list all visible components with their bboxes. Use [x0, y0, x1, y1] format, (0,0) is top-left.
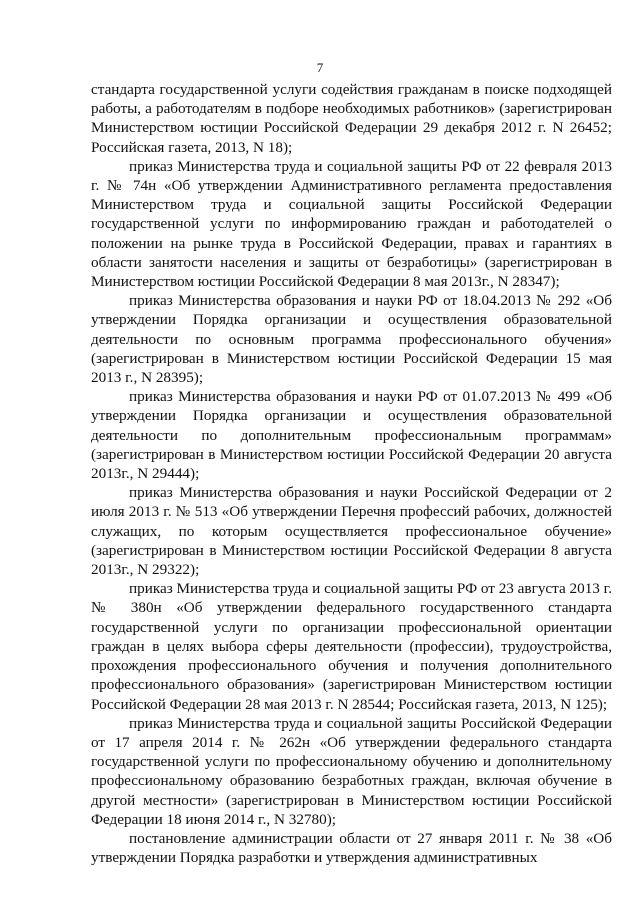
- paragraph-order-292: приказ Министерства образования и науки РФ от 18.04.2013 № 292 «Об утверждении Порядка организации и осуществления образовательной деятельности по основным программа профессионального обучения» (зарегистрирован в Министерством юстиции Российской Федерации 15 мая 2013 г., N 28395);: [91, 292, 612, 387]
- paragraph-order-513: приказ Министерства образования и науки Российской Федерации от 2 июля 2013 г. № 513 «Об утверждении Перечня профессий рабочих, должностей служащих, по которым осуществляется профессиональное обучение» (зарегистрирован в Министерством юстиции Российской Федерации 8 августа 2013г., N 29322);: [91, 484, 612, 579]
- page-number: 7: [316, 60, 324, 75]
- paragraph-order-74n: приказ Министерства труда и социальной защиты РФ от 22 февраля 2013 г. № 74н «Об утверждении Административного регламента предоставления Министерством труда и социальной защиты Российской Федерации государственной услуги по информированию граждан и работодателей о положении на рынке труда в Российской Федерации, правах и гарантиях в области занятости населения и защиты от безработицы» (зарегистрирован в Министерством юстиции Российской Федерации 8 мая 2013г., N 28347);: [91, 157, 612, 291]
- paragraph-resolution-38: постановление администрации области от 27 января 2011 г. № 38 «Об утверждении Порядка разработки и утверждения административных: [91, 829, 612, 867]
- paragraph-continuation: стандарта государственной услуги содействия гражданам в поиске подходящей работы, а работодателям в подборе необходимых работников» (зарегистрирован Министерством юстиции Российской Федерации 29 декабря 2012 г. N 26452; Российская газета, 2013, N 18);: [91, 81, 612, 156]
- paragraph-order-262n: приказ Министерства труда и социальной защиты Российской Федерации от 17 апреля 2014 г. № 262н «Об утверждении федерального стандарта государственной услуги по профессиональному обучению и дополнительному профессиональному образованию безработных граждан, включая обучение в другой местности» (зарегистрирован в Министерством юстиции Российской Федерации 18 июня 2014 г., N 32780);: [91, 714, 612, 828]
- paragraph-order-499: приказ Министерства образования и науки РФ от 01.07.2013 № 499 «Об утверждении Порядка организации и осуществления образовательной деятельности по дополнительным профессиональным программам» (зарегистрирован в Министерством юстиции Российской Федерации 20 августа 2013г., N 29444);: [91, 388, 612, 483]
- paragraph-order-380n: приказ Министерства труда и социальной защиты РФ от 23 августа 2013 г. № 380н «Об утверждении федерального государственного стандарта государственной услуги по организации профессиональной ориентации граждан в целях выбора сферы деятельности (профессии), трудоустройства, прохождения профессионального обучения и получения дополнительного профессионального образования» (зарегистрирован Министерством юстиции Российской Федерации 28 мая 2013 г. N 28544; Российская газета, 2013, N 125);: [91, 580, 612, 713]
- document-body: [91, 80, 612, 867]
